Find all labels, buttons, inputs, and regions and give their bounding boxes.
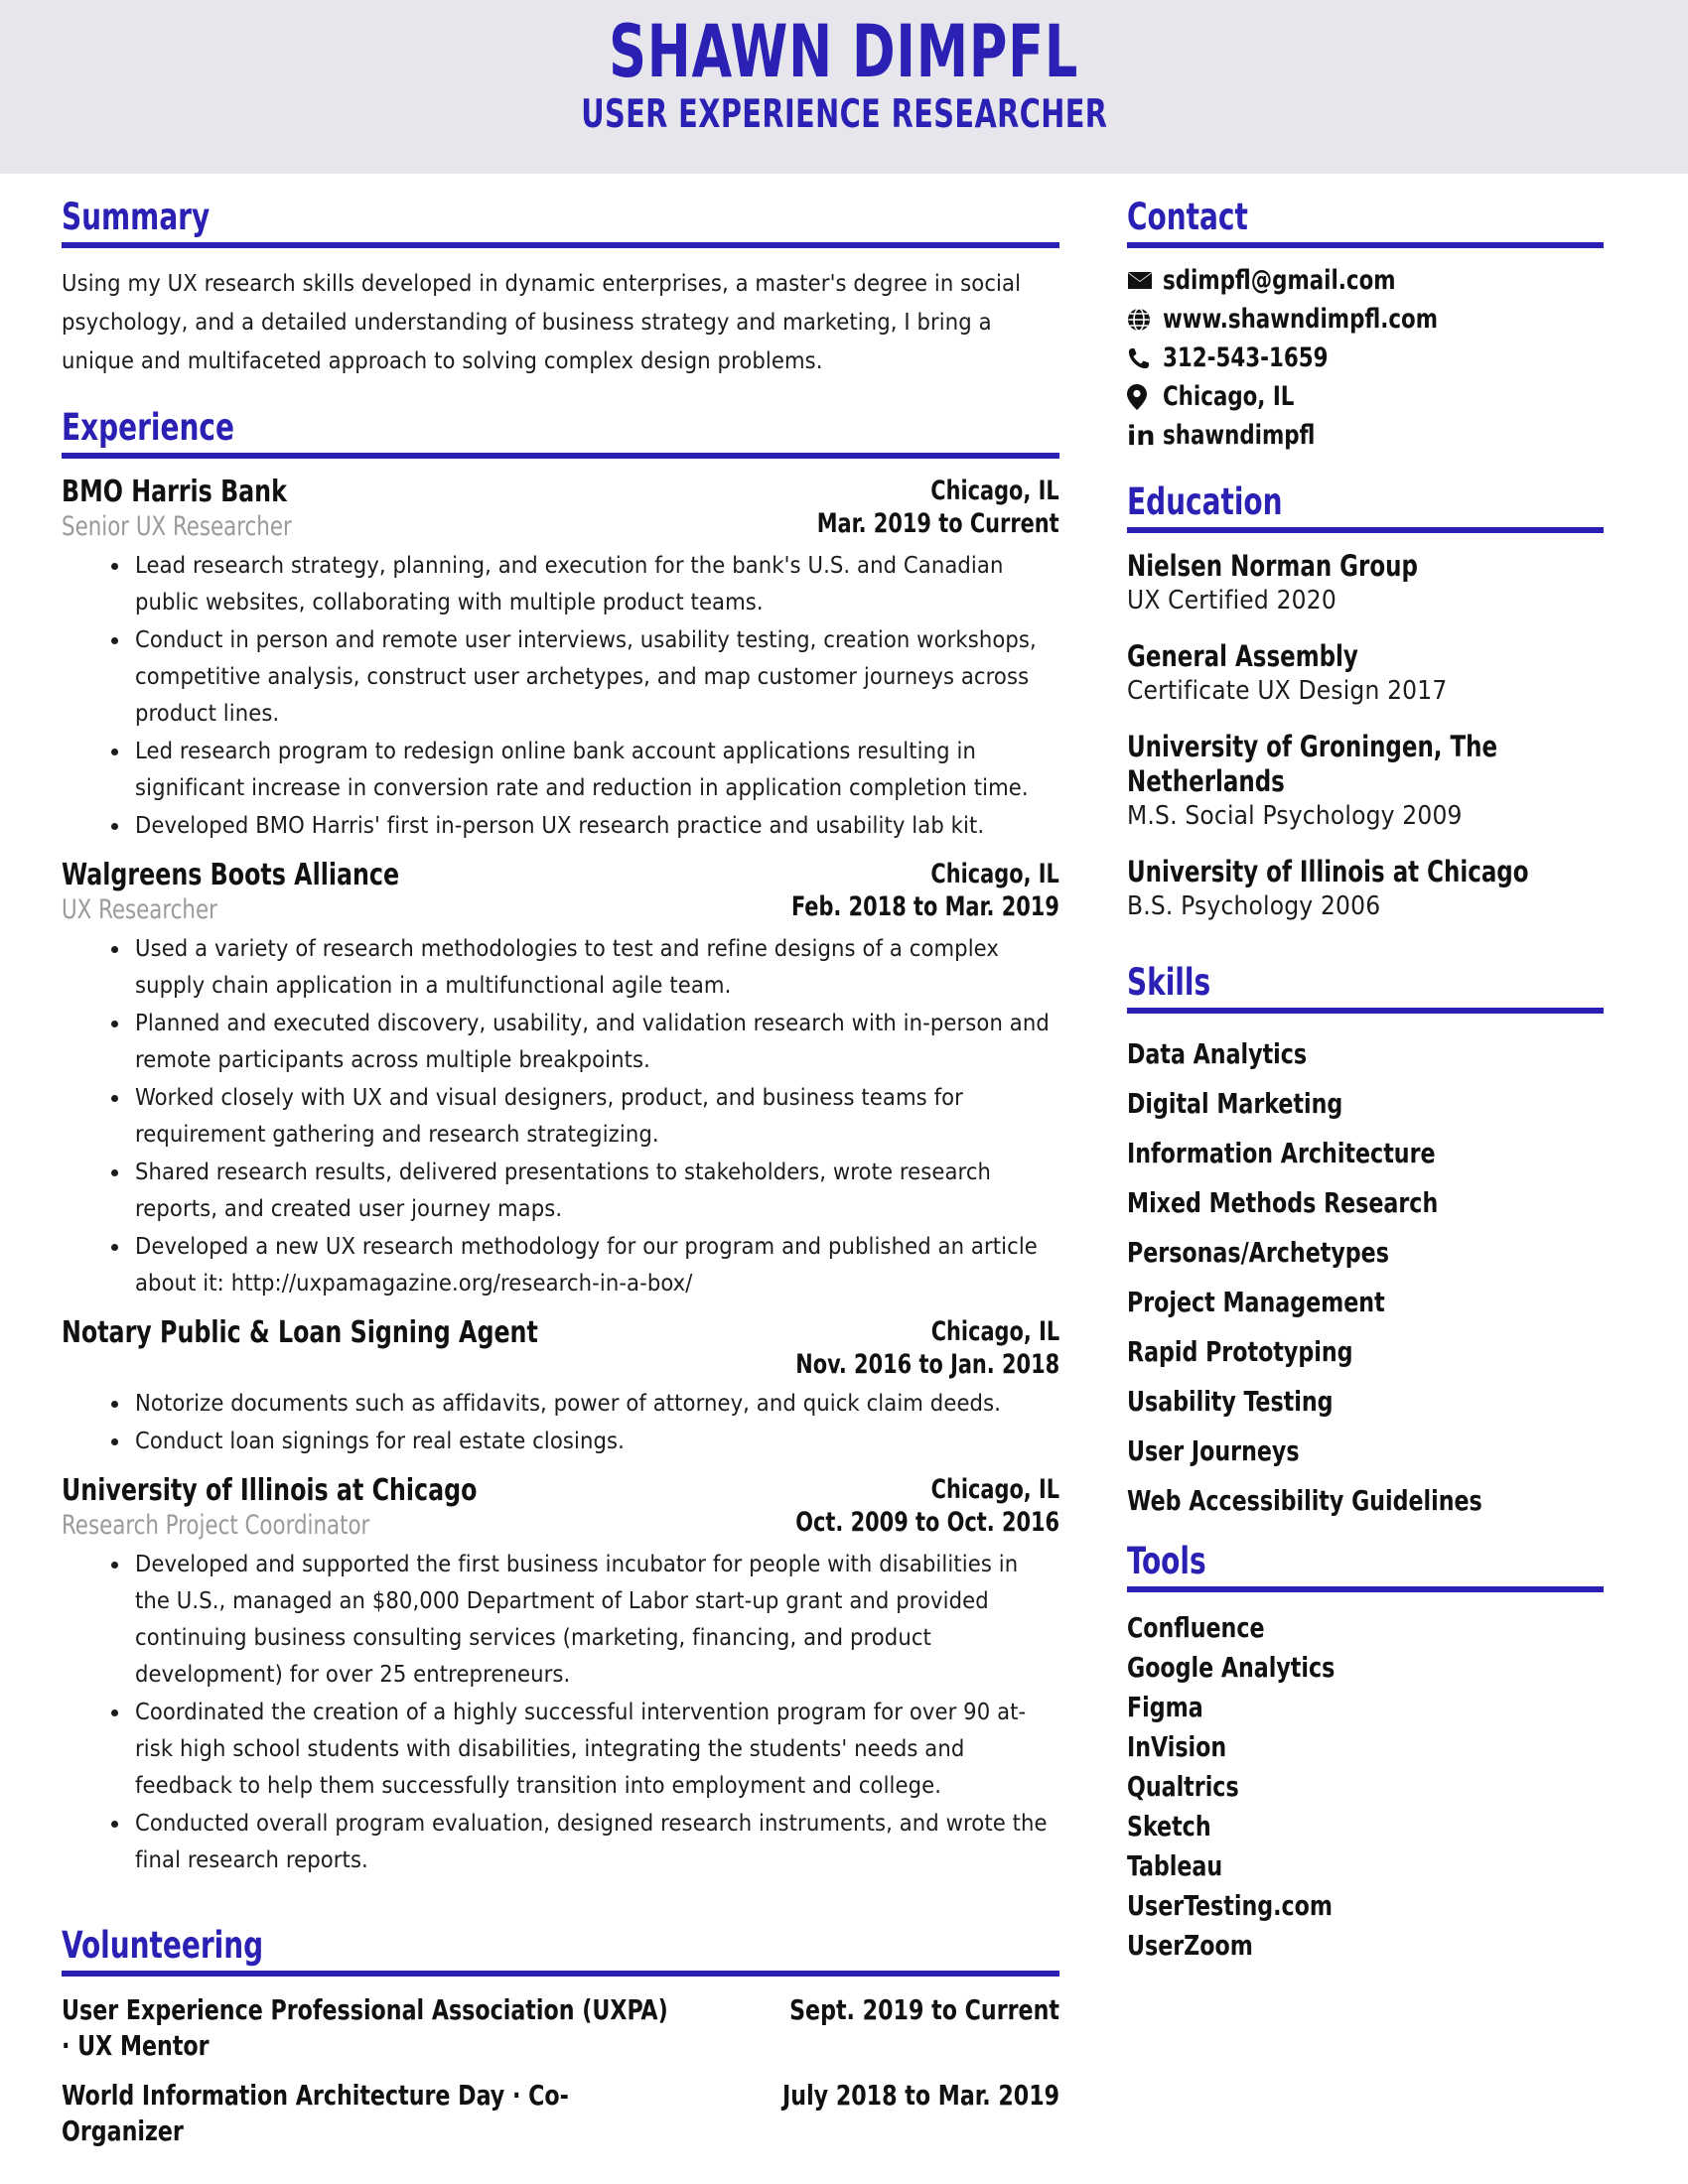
- job-bullet: Lead research strategy, planning, and execution for the bank's U.S. and Canadian public websites, collaborating with multiple product teams.: [107, 547, 1055, 620]
- tool-item: Tableau: [1127, 1849, 1223, 1882]
- experience-entry-header: [62, 1473, 1059, 1542]
- education-school: General Assembly: [1127, 639, 1358, 673]
- summary-heading: Summary: [62, 196, 211, 238]
- sidebar-column: [1067, 174, 1688, 2163]
- skill-item: Personas/Archetypes: [1127, 1236, 1389, 1269]
- contact-item-phone[interactable]: [1127, 341, 1633, 375]
- job-role: Research Project Coordinator: [62, 1510, 370, 1541]
- experience-entry-right: [753, 1315, 1059, 1381]
- job-bullet: Coordinated the creation of a highly successful intervention program for over 90 at-risk high school students with disabilities, integrating the students' needs and feedback to help them successfully transition into employment and college.: [107, 1694, 1055, 1804]
- tool-item: InVision: [1127, 1730, 1227, 1763]
- employer-name: BMO Harris Bank: [62, 475, 287, 509]
- volunteering-entry: [62, 2078, 1059, 2149]
- employer-name: Walgreens Boots Alliance: [62, 858, 400, 892]
- summary-divider: [62, 242, 1059, 248]
- skills-heading: Skills: [1127, 961, 1211, 1004]
- section-education: [1127, 482, 1633, 923]
- volunteering-dates: Sept. 2019 to Current: [789, 1993, 1059, 2026]
- skill-item: Mixed Methods Research: [1127, 1186, 1439, 1219]
- education-degree: M.S. Social Psychology 2009: [1127, 801, 1463, 831]
- education-heading: Education: [1127, 480, 1283, 523]
- contact-item-location: [1127, 380, 1633, 414]
- page-title: SHAWN DIMPFL: [609, 10, 1079, 94]
- contact-item-email[interactable]: [1127, 264, 1633, 298]
- location-pin-icon: [1127, 382, 1157, 412]
- experience-entry-left: [62, 1473, 534, 1542]
- skill-item: Rapid Prototyping: [1127, 1335, 1353, 1368]
- section-summary: [62, 198, 1067, 380]
- education-divider: [1127, 527, 1604, 533]
- tool-item: UserZoom: [1127, 1929, 1253, 1962]
- employer-name: University of Illinois at Chicago: [62, 1473, 478, 1508]
- job-bullet: Developed a new UX research methodology for our program and published an article about it: http://uxpamagazine.org/research-in-a-box/: [107, 1228, 1055, 1301]
- job-bullet: Led research program to redesign online bank account applications resulting in significant increase in conversion rate and reduction in application completion time.: [107, 733, 1055, 806]
- experience-entry-right: [748, 858, 1059, 923]
- tool-item: Sketch: [1127, 1810, 1211, 1843]
- job-bullets: [62, 547, 1055, 844]
- contact-list: [1127, 264, 1633, 453]
- education-entry: [1127, 639, 1633, 708]
- experience-entry-right: [753, 1473, 1059, 1539]
- resume-header: [0, 0, 1688, 174]
- job-bullet: Conduct loan signings for real estate closings.: [107, 1423, 1055, 1459]
- experience-divider: [62, 453, 1059, 459]
- section-contact: [1127, 198, 1633, 453]
- skill-item: Project Management: [1127, 1286, 1385, 1318]
- tool-item: Figma: [1127, 1691, 1203, 1723]
- contact-divider: [1127, 242, 1604, 248]
- tools-heading: Tools: [1127, 1540, 1206, 1582]
- employer-name: Notary Public & Loan Signing Agent: [62, 1315, 538, 1350]
- job-bullet: Worked closely with UX and visual designers, product, and business teams for requirement gathering and research strategizing.: [107, 1079, 1055, 1153]
- linkedin-value: shawndimpfl: [1163, 420, 1316, 451]
- education-degree: UX Certified 2020: [1127, 586, 1336, 615]
- linkedin-icon: [1127, 421, 1157, 451]
- skill-item: Data Analytics: [1127, 1037, 1308, 1070]
- tool-item: UserTesting.com: [1127, 1889, 1334, 1922]
- phone-icon: [1127, 343, 1157, 373]
- section-volunteering: [62, 1926, 1067, 2149]
- job-location: Chicago, IL: [930, 1316, 1059, 1347]
- job-dates: Feb. 2018 to Mar. 2019: [791, 891, 1059, 922]
- volunteering-dates: July 2018 to Mar. 2019: [781, 2079, 1059, 2112]
- volunteering-label: World Information Architecture Day · Co-Organizer: [62, 2079, 569, 2147]
- job-bullets: [62, 930, 1055, 1301]
- job-bullet: Notorize documents such as affidavits, power of attorney, and quick claim deeds.: [107, 1385, 1055, 1422]
- skill-item: Digital Marketing: [1127, 1087, 1343, 1120]
- website-icon: [1127, 305, 1157, 335]
- job-dates: Mar. 2019 to Current: [817, 508, 1059, 539]
- job-dates: Nov. 2016 to Jan. 2018: [795, 1349, 1059, 1380]
- job-bullet: Developed and supported the first business incubator for people with disabilities in the U.S., managed an $80,000 Department of Labor start-up grant and provided continuing business consulting services (marketing, financing, and product development) for over 25 entrepreneurs.: [107, 1546, 1055, 1693]
- experience-entry-left: [62, 858, 445, 926]
- job-bullet: Conducted overall program evaluation, designed research instruments, and wrote the final research reports.: [107, 1805, 1055, 1878]
- job-role: UX Researcher: [62, 894, 217, 925]
- website-value: www.shawndimpfl.com: [1163, 304, 1438, 335]
- email-value: sdimpfl@gmail.com: [1163, 265, 1396, 296]
- job-bullet: Conduct in person and remote user interviews, usability testing, creation workshops, competitive analysis, construct user archetypes, and map customer journeys across product lines.: [107, 621, 1055, 732]
- experience-entry-left: [62, 1315, 603, 1351]
- job-location: Chicago, IL: [930, 476, 1059, 506]
- main-column: [0, 174, 1067, 2163]
- section-spacer: [62, 1892, 1067, 1926]
- job-role: Senior UX Researcher: [62, 511, 292, 542]
- experience-entry-header: [62, 1315, 1059, 1381]
- skills-divider: [1127, 1008, 1604, 1014]
- linkedin-glyph: in: [1127, 420, 1156, 452]
- email-icon: [1127, 266, 1157, 296]
- job-bullets: [62, 1385, 1055, 1459]
- volunteering-label: User Experience Professional Association (UXPA) · UX Mentor: [62, 1993, 668, 2062]
- experience-heading: Experience: [62, 406, 234, 449]
- contact-item-linkedin[interactable]: [1127, 419, 1633, 453]
- job-location: Chicago, IL: [930, 1474, 1059, 1505]
- resume-body: [0, 174, 1688, 2163]
- experience-entry-left: [62, 475, 323, 543]
- summary-text: Using my UX research skills developed in dynamic enterprises, a master's degree in social psychology, and a detailed understanding of business strategy and marketing, I bring a unique and multifaceted approach to solving complex design problems.: [62, 269, 1022, 374]
- contact-heading: Contact: [1127, 196, 1248, 238]
- job-location: Chicago, IL: [930, 859, 1059, 889]
- education-entry: [1127, 730, 1633, 833]
- volunteering-divider: [62, 1971, 1059, 1977]
- job-dates: Oct. 2009 to Oct. 2016: [795, 1507, 1059, 1538]
- header-subtitle: USER EXPERIENCE RESEARCHER: [580, 92, 1108, 137]
- experience-entry-header: [62, 858, 1059, 926]
- tools-divider: [1127, 1586, 1604, 1592]
- job-bullets: [62, 1546, 1055, 1878]
- experience-entry: [62, 1473, 1067, 1878]
- job-bullet: Used a variety of research methodologies to test and refine designs of a complex supply chain application in a multifunctional agile team.: [107, 930, 1055, 1004]
- education-degree: Certificate UX Design 2017: [1127, 676, 1448, 706]
- skill-item: User Journeys: [1127, 1434, 1300, 1467]
- experience-entry: [62, 858, 1067, 1301]
- location-value: Chicago, IL: [1163, 381, 1295, 412]
- section-tools: [1127, 1542, 1633, 1966]
- education-school: University of Illinois at Chicago: [1127, 855, 1529, 888]
- contact-item-website[interactable]: [1127, 303, 1633, 337]
- volunteering-entry: [62, 1992, 1059, 2064]
- tool-item: Google Analytics: [1127, 1651, 1336, 1684]
- skills-list: [1127, 1029, 1633, 1526]
- section-experience: [62, 408, 1067, 1878]
- education-school: University of Groningen, The Netherlands: [1127, 730, 1498, 798]
- tools-list: [1127, 1608, 1633, 1966]
- phone-value: 312-543-1659: [1163, 342, 1329, 373]
- section-skills: [1127, 963, 1633, 1526]
- job-bullet: Developed BMO Harris' first in-person UX research practice and usability lab kit.: [107, 807, 1055, 844]
- education-degree: B.S. Psychology 2006: [1127, 891, 1381, 921]
- job-bullet: Shared research results, delivered presentations to stakeholders, wrote research reports, and created user journey maps.: [107, 1154, 1055, 1227]
- education-school: Nielsen Norman Group: [1127, 549, 1418, 583]
- education-entry: [1127, 549, 1633, 617]
- experience-entry: [62, 1315, 1067, 1459]
- experience-entry-header: [62, 475, 1059, 543]
- skill-item: Information Architecture: [1127, 1137, 1436, 1169]
- education-entry: [1127, 855, 1633, 923]
- tool-item: Confluence: [1127, 1611, 1265, 1644]
- skill-item: Usability Testing: [1127, 1385, 1334, 1418]
- job-bullet: Planned and executed discovery, usability, and validation research with in-person and remote participants across multiple breakpoints.: [107, 1005, 1055, 1078]
- skill-item: Web Accessibility Guidelines: [1127, 1484, 1482, 1517]
- volunteering-heading: Volunteering: [62, 1924, 264, 1967]
- experience-entry-right: [777, 475, 1059, 540]
- tool-item: Qualtrics: [1127, 1770, 1239, 1803]
- experience-entry: [62, 475, 1067, 844]
